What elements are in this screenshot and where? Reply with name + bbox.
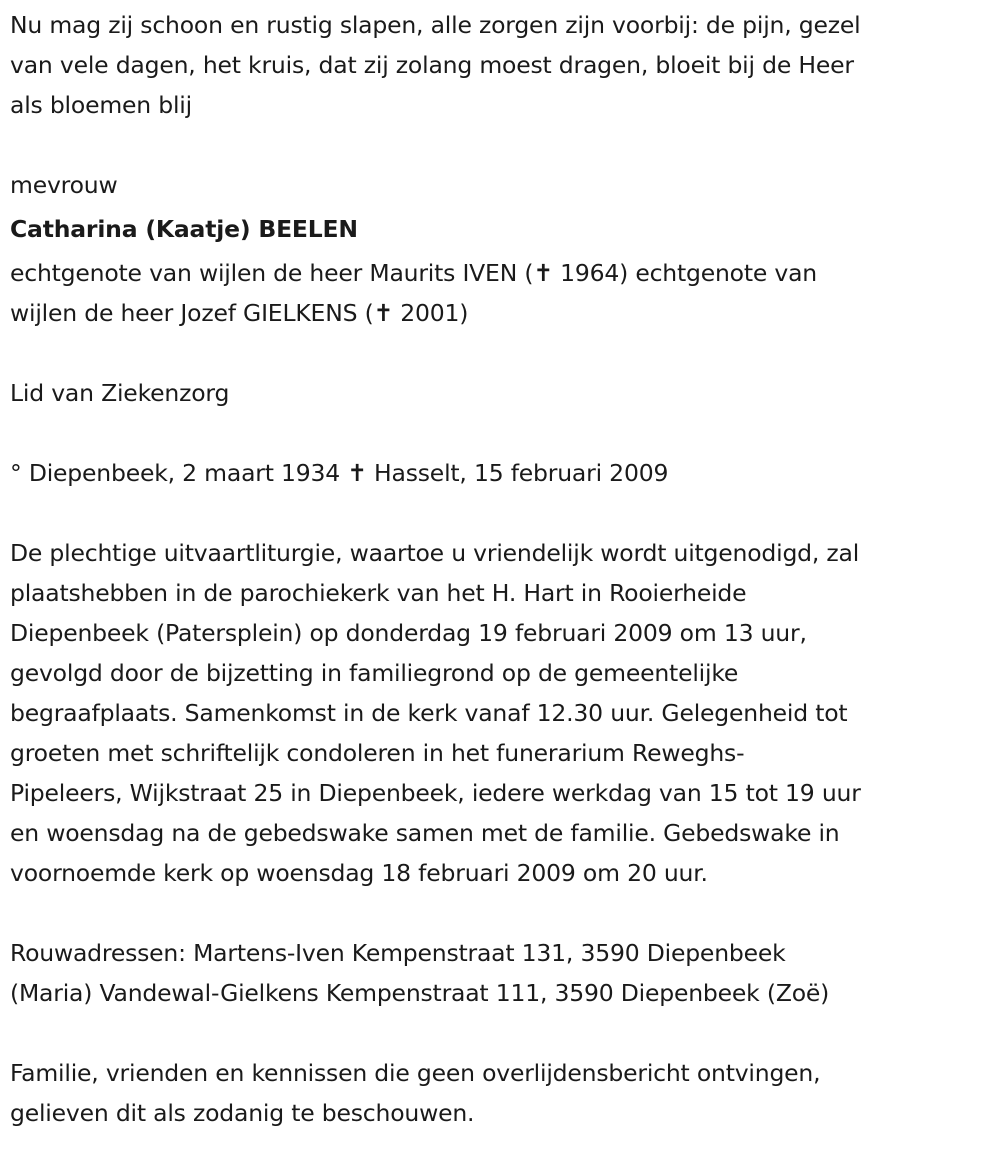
membership: Lid van Ziekenzorg bbox=[10, 379, 230, 407]
funeral-line: plaatshebben in de parochiekerk van het H. Hart in Rooierheide bbox=[10, 579, 747, 607]
funeral-line: en woensdag na de gebedswake samen met de familie. Gebedswake in bbox=[10, 819, 840, 847]
closing-note bbox=[10, 1053, 995, 1133]
spacer bbox=[10, 1013, 995, 1053]
spacer bbox=[10, 893, 995, 933]
spouse-line: echtgenote van wijlen de heer Maurits IVEN (✝ 1964) echtgenote van bbox=[10, 259, 818, 287]
mourning-addresses bbox=[10, 933, 995, 1013]
funeral-line: groeten met schriftelijk condoleren in het funerarium Reweghs- bbox=[10, 739, 745, 767]
spacer bbox=[10, 333, 995, 373]
funeral-line: voornoemde kerk op woensdag 18 februari 2009 om 20 uur. bbox=[10, 859, 708, 887]
birth-death-dates: ° Diepenbeek, 2 maart 1934 ✝ Hasselt, 15 februari 2009 bbox=[10, 459, 669, 487]
salutation: mevrouw bbox=[10, 171, 118, 199]
poem-line: Nu mag zij schoon en rustig slapen, alle zorgen zijn voorbij: de pijn, gezel bbox=[10, 11, 861, 39]
closing-line: gelieven dit als zodanig te beschouwen. bbox=[10, 1099, 475, 1127]
closing-line: Familie, vrienden en kennissen die geen overlijdensbericht ontvingen, bbox=[10, 1059, 821, 1087]
address-line: Rouwadressen: Martens-Iven Kempenstraat 131, 3590 Diepenbeek bbox=[10, 939, 786, 967]
funeral-line: begraafplaats. Samenkomst in de kerk vanaf 12.30 uur. Gelegenheid tot bbox=[10, 699, 848, 727]
spacer bbox=[10, 413, 995, 453]
funeral-line: gevolgd door de bijzetting in familiegrond op de gemeentelijke bbox=[10, 659, 739, 687]
spouse-line: wijlen de heer Jozef GIELKENS (✝ 2001) bbox=[10, 299, 469, 327]
deceased-name: Catharina (Kaatje) BEELEN bbox=[10, 215, 358, 243]
spacer bbox=[10, 125, 995, 165]
funeral-line: Diepenbeek (Patersplein) op donderdag 19 februari 2009 om 13 uur, bbox=[10, 619, 807, 647]
funeral-line: Pipeleers, Wijkstraat 25 in Diepenbeek, iedere werkdag van 15 tot 19 uur bbox=[10, 779, 861, 807]
obituary-document bbox=[10, 5, 995, 1133]
poem-line: van vele dagen, het kruis, dat zij zolang moest dragen, bloeit bij de Heer bbox=[10, 51, 854, 79]
spacer bbox=[10, 493, 995, 533]
funeral-details bbox=[10, 533, 995, 893]
spouses-block bbox=[10, 253, 995, 333]
poem-line: als bloemen blij bbox=[10, 91, 192, 119]
poem-block bbox=[10, 5, 995, 125]
address-line: (Maria) Vandewal-Gielkens Kempenstraat 111, 3590 Diepenbeek (Zoë) bbox=[10, 979, 830, 1007]
funeral-line: De plechtige uitvaartliturgie, waartoe u vriendelijk wordt uitgenodigd, zal bbox=[10, 539, 860, 567]
